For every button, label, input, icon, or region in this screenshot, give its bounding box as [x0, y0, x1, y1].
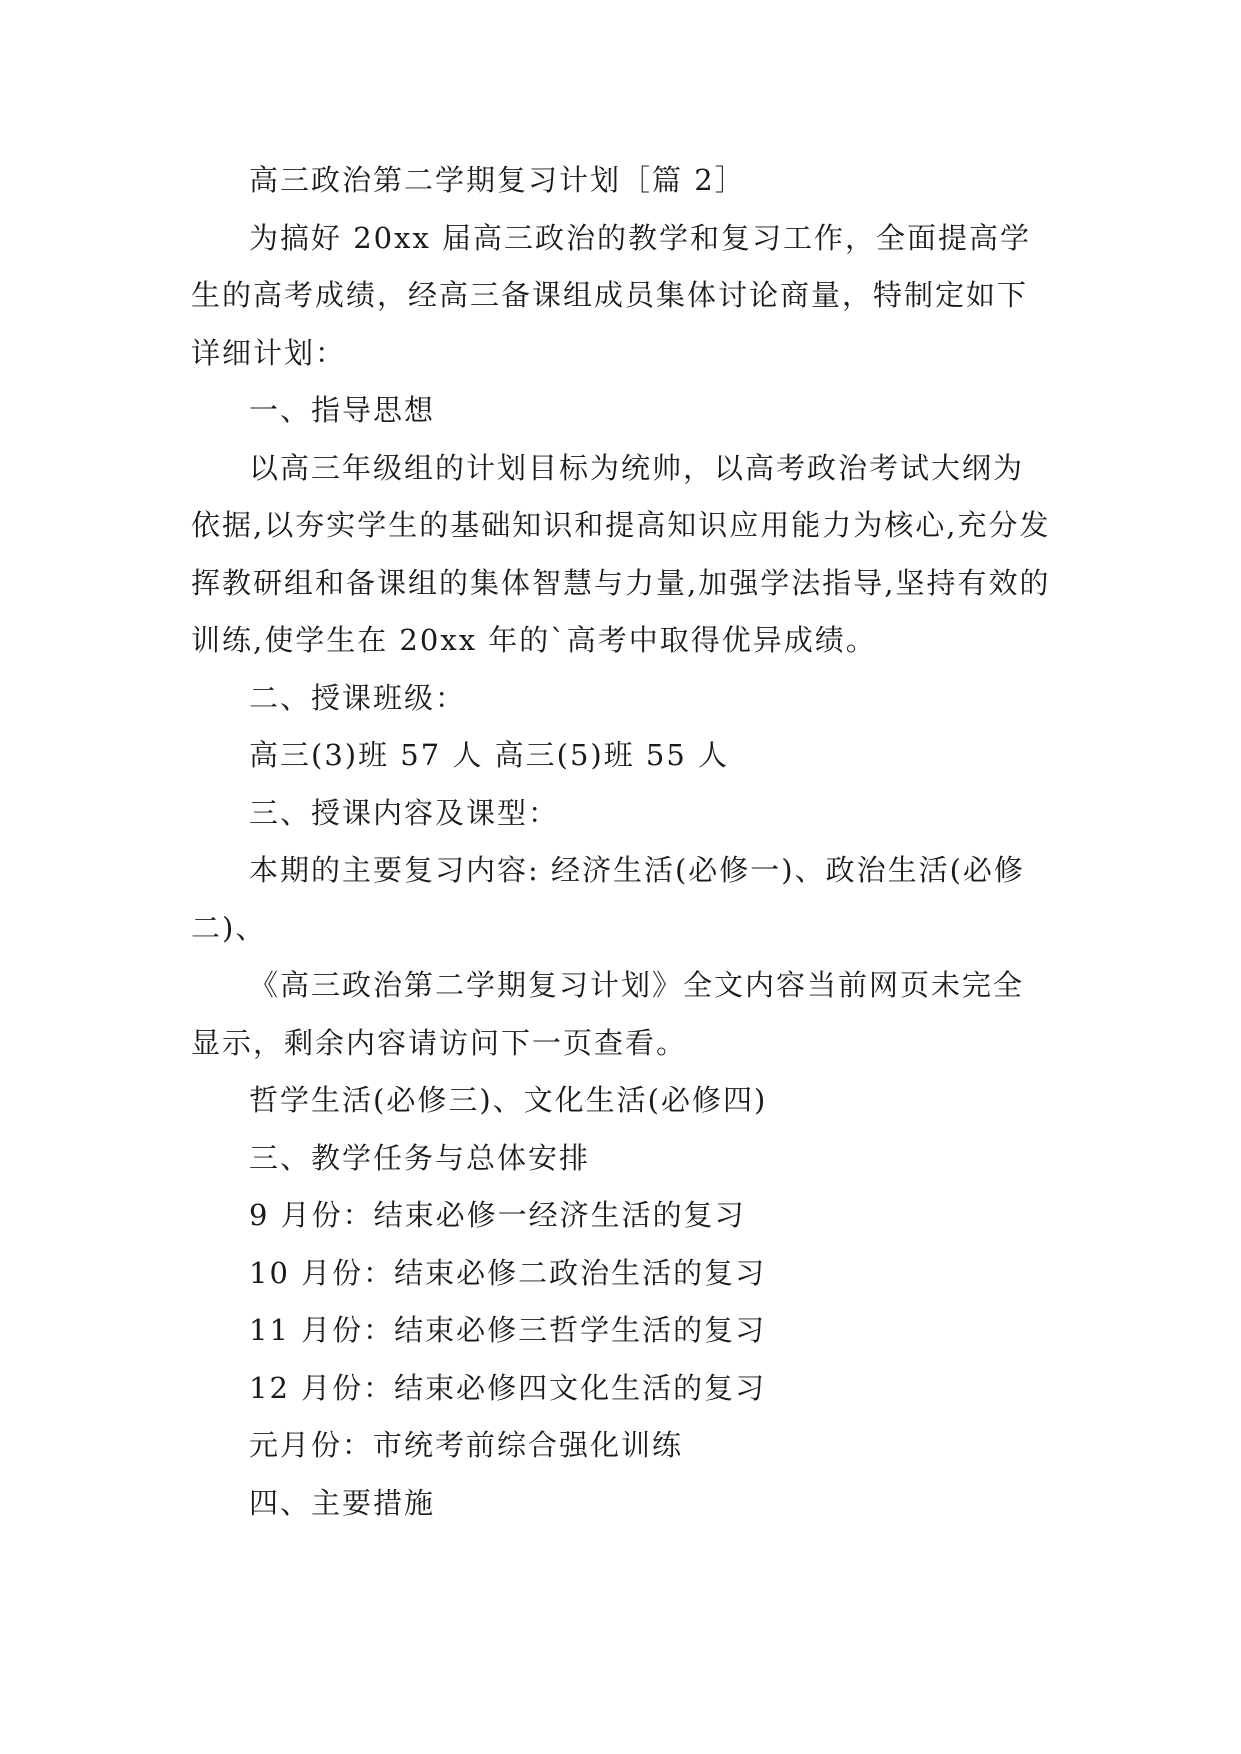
schedule-november: 11 月份：结束必修三哲学生活的复习	[249, 1313, 767, 1347]
schedule-january: 元月份：市统考前综合强化训练	[249, 1428, 684, 1462]
schedule-october: 10 月份：结束必修二政治生活的复习	[249, 1255, 767, 1290]
document-body	[191, 152, 1051, 1532]
paragraph-classes: 高三(3)班 57 人 高三(5)班 55 人	[249, 738, 730, 772]
paragraph-guiding-thought: 以高三年级组的计划目标为统帅，以高考政治考试大纲为依据,以夯实学生的基础知识和提高知识应用能力为核心,充分发挥教研组和备课组的集体智慧与力量,加强学法指导,坚持有效的训练,使学生在 20xx 年的`高考中取得优异成绩。	[191, 450, 1051, 657]
heading-measures: 四、主要措施	[249, 1485, 436, 1520]
heading-guiding-thought: 一、指导思想	[249, 393, 436, 427]
paragraph-intro: 为搞好 20xx 届高三政治的教学和复习工作，全面提高学生的高考成绩，经高三备课组成员集体讨论商量，特制定如下详细计划：	[191, 220, 1032, 370]
heading-content: 三、授课内容及课型：	[249, 795, 560, 830]
paragraph-content-cont: 哲学生活(必修三)、文化生活(必修四)	[249, 1083, 768, 1117]
heading-tasks: 三、教学任务与总体安排	[249, 1140, 591, 1175]
heading-classes: 二、授课班级：	[249, 680, 467, 715]
schedule-september: 9 月份：结束必修一经济生活的复习	[249, 1198, 746, 1232]
paragraph-notice: 《高三政治第二学期复习计划》全文内容当前网页未完全显示，剩余内容请访问下一页查看。	[191, 968, 1025, 1060]
paragraph-content: 本期的主要复习内容: 经济生活(必修一)、政治生活(必修二)、	[191, 853, 1025, 945]
schedule-december: 12 月份：结束必修四文化生活的复习	[249, 1370, 767, 1405]
document-title: 高三政治第二学期复习计划［篇 2］	[249, 163, 746, 197]
